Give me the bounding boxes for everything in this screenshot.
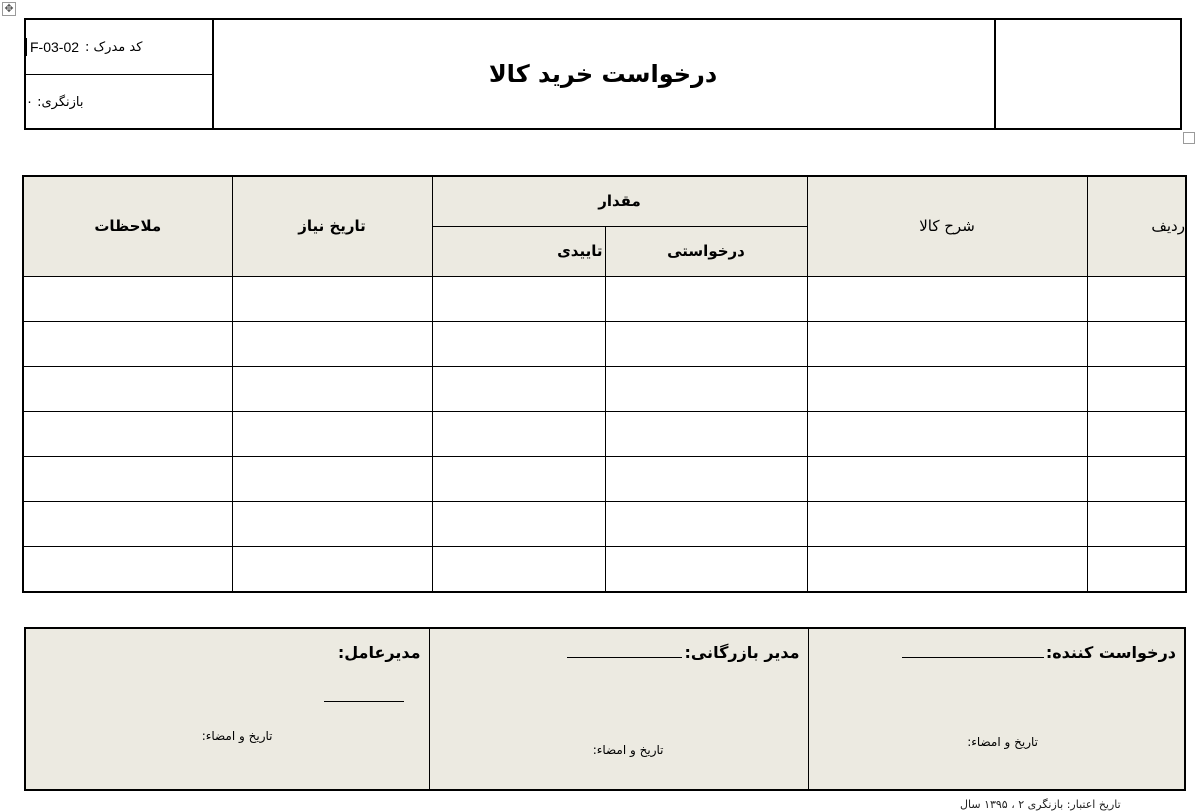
column-header-quantity: مقدار bbox=[432, 176, 807, 226]
form-title: درخواست خرید کالا bbox=[488, 60, 718, 88]
table-row bbox=[23, 546, 1186, 592]
cell-row[interactable] bbox=[1087, 276, 1186, 321]
cell-description[interactable] bbox=[807, 546, 1087, 592]
form-header bbox=[24, 18, 1182, 130]
table-move-handle[interactable]: ✥ bbox=[2, 2, 16, 16]
cell-description[interactable] bbox=[807, 411, 1087, 456]
cell-requested[interactable] bbox=[605, 411, 807, 456]
cell-notes[interactable] bbox=[23, 276, 232, 321]
cell-description[interactable] bbox=[807, 366, 1087, 411]
commerce-manager-title: مدیر بازرگانی: bbox=[567, 643, 799, 662]
cell-approved[interactable] bbox=[432, 276, 605, 321]
signature-cell-commerce-manager[interactable] bbox=[429, 628, 808, 790]
cell-requested[interactable] bbox=[605, 276, 807, 321]
cell-row[interactable] bbox=[1087, 501, 1186, 546]
revision-label: بازنگری: ۰ bbox=[26, 94, 84, 110]
table-row bbox=[23, 411, 1186, 456]
column-header-description: شرح کالا bbox=[807, 176, 1087, 276]
cell-row[interactable] bbox=[1087, 321, 1186, 366]
cell-need-date[interactable] bbox=[232, 366, 432, 411]
cell-need-date[interactable] bbox=[232, 456, 432, 501]
cell-row[interactable] bbox=[1087, 366, 1186, 411]
revision-row[interactable] bbox=[26, 75, 212, 129]
cell-approved[interactable] bbox=[432, 411, 605, 456]
document-code-row[interactable] bbox=[26, 20, 212, 75]
document-code-value: F-03-02 bbox=[30, 39, 80, 55]
cell-requested[interactable] bbox=[605, 501, 807, 546]
requester-title: درخواست کننده: bbox=[902, 643, 1176, 662]
cell-need-date[interactable] bbox=[232, 501, 432, 546]
cell-requested[interactable] bbox=[605, 456, 807, 501]
table-row bbox=[23, 276, 1186, 321]
cell-need-date[interactable] bbox=[232, 321, 432, 366]
cell-notes[interactable] bbox=[23, 456, 232, 501]
document-code-label: کد مدرک : bbox=[85, 39, 143, 55]
cell-notes[interactable] bbox=[23, 321, 232, 366]
cell-row[interactable] bbox=[1087, 411, 1186, 456]
ceo-title: مدیرعامل: bbox=[337, 643, 421, 662]
column-header-requested: درخواستی bbox=[605, 226, 807, 276]
cell-approved[interactable] bbox=[432, 321, 605, 366]
ceo-date-sign: تاریخ و امضاء: bbox=[201, 729, 273, 743]
table-row bbox=[23, 366, 1186, 411]
table-row bbox=[23, 456, 1186, 501]
cell-row[interactable] bbox=[1087, 546, 1186, 592]
cell-notes[interactable] bbox=[23, 366, 232, 411]
text-cursor bbox=[26, 38, 27, 56]
table-row bbox=[23, 321, 1186, 366]
cell-approved[interactable] bbox=[432, 456, 605, 501]
signature-table bbox=[24, 627, 1186, 791]
cell-approved[interactable] bbox=[432, 366, 605, 411]
column-header-notes: ملاحظات bbox=[23, 176, 232, 276]
cell-row[interactable] bbox=[1087, 456, 1186, 501]
column-header-approved: تاییدی bbox=[432, 226, 605, 276]
cell-notes[interactable] bbox=[23, 411, 232, 456]
column-header-row: ردیف bbox=[1087, 176, 1186, 276]
logo-cell bbox=[994, 20, 1180, 128]
column-header-need-date: تاریخ نیاز bbox=[232, 176, 432, 276]
cell-notes[interactable] bbox=[23, 501, 232, 546]
cell-description[interactable] bbox=[807, 276, 1087, 321]
cell-approved[interactable] bbox=[432, 501, 605, 546]
cell-requested[interactable] bbox=[605, 546, 807, 592]
document-meta bbox=[26, 20, 214, 128]
cell-need-date[interactable] bbox=[232, 546, 432, 592]
cell-need-date[interactable] bbox=[232, 411, 432, 456]
signature-cell-ceo[interactable] bbox=[25, 628, 429, 790]
requester-date-sign: تاریخ و امضاء: bbox=[967, 735, 1038, 749]
footer-note: تاریخ اعتبار: بازنگری ۲ ، ۱۳۹۵ سال bbox=[960, 798, 1121, 811]
cell-need-date[interactable] bbox=[232, 276, 432, 321]
cell-requested[interactable] bbox=[605, 321, 807, 366]
cell-description[interactable] bbox=[807, 456, 1087, 501]
cell-notes[interactable] bbox=[23, 546, 232, 592]
table-row bbox=[23, 501, 1186, 546]
cell-requested[interactable] bbox=[605, 366, 807, 411]
items-table bbox=[22, 175, 1187, 593]
cell-description[interactable] bbox=[807, 321, 1087, 366]
signature-cell-requester[interactable] bbox=[808, 628, 1185, 790]
cell-description[interactable] bbox=[807, 501, 1087, 546]
commerce-manager-date-sign: تاریخ و امضاء: bbox=[592, 743, 664, 757]
table-resize-handle[interactable] bbox=[1183, 132, 1195, 144]
ceo-signature-line bbox=[324, 701, 404, 702]
cell-approved[interactable] bbox=[432, 546, 605, 592]
